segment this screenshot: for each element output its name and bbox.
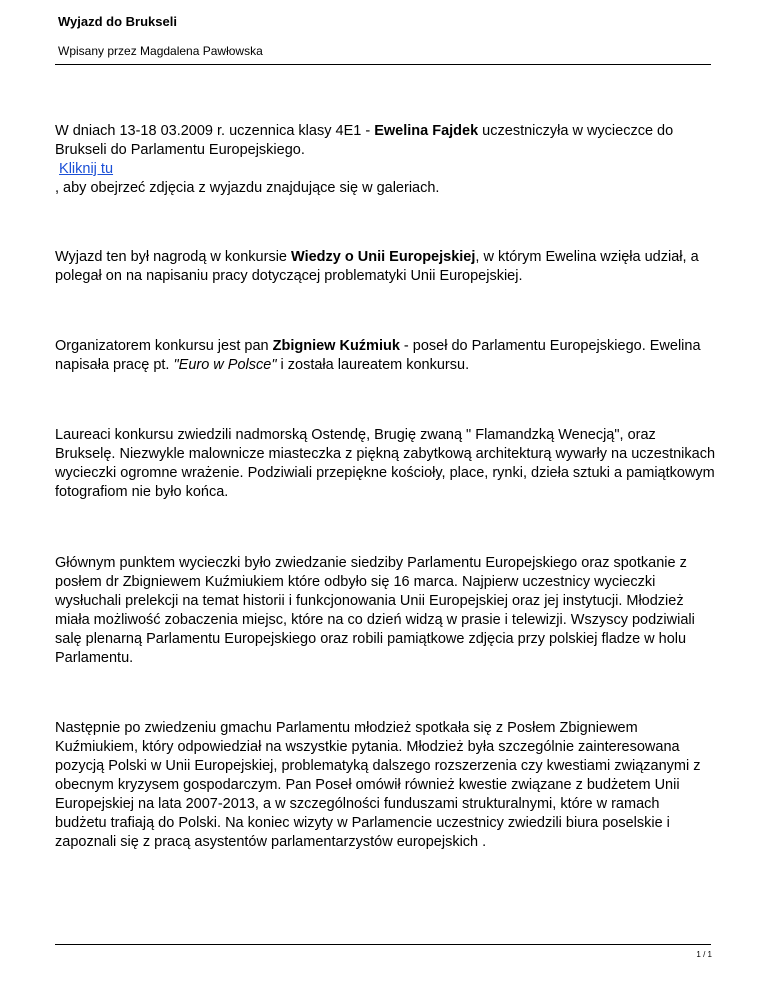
paragraph-sightseeing: Laureaci konkursu zwiedzili nadmorską Ostendę, Brugię zwaną " Flamandzką Wenecją", oraz Brukselę. Niezwykle malownicze miasteczka z piękną zabytkową architekturą wywarły na uczestnikach wycieczki ogromne wrażenie. Podziwiali przepiękne kościoły, place, rynki, dzieła sztuki a pamiątkowym fotografiom nie było końca. [55, 427, 716, 500]
page-number: 1 / 1 [696, 950, 712, 959]
essay-title: "Euro w Polsce" [173, 357, 277, 373]
article-body [55, 122, 715, 852]
paragraph-text: Wyjazd ten był nagrodą w konkursie [55, 249, 292, 265]
paragraph-contest [55, 248, 715, 286]
paragraph-intro [55, 122, 715, 198]
organizer-name: Zbigniew Kuźmiuk [272, 338, 400, 354]
gallery-link[interactable]: Kliknij tu [59, 161, 114, 177]
author-byline: Wpisany przez Magdalena Pawłowska [58, 44, 263, 58]
page-title: Wyjazd do Brukseli [58, 14, 177, 29]
contest-name: Wiedzy o Unii Europejskiej [291, 249, 476, 265]
paragraph-organizer [55, 337, 715, 375]
paragraph-text: W dniach 13-18 03.2009 r. uczennica klasy 4E1 - [55, 123, 375, 139]
paragraph-text: i została laureatem konkursu. [276, 357, 470, 373]
paragraph-text: - poseł do Parlamentu Europejskiego. Ewelina napisała pracę pt. [55, 338, 701, 373]
paragraph-parliament: Głównym punktem wycieczki było zwiedzanie siedziby Parlamentu Europejskiego oraz spotkanie z posłem dr Zbigniewem Kuźmiukiem które odbyło się 16 marca. Najpierw uczestnicy wycieczki wysłuchali prelekcji na temat historii i funkcjonowania Unii Europejskiej oraz jej instytucji. Młodzież miała możliwość zobaczenia miejsc, które na co dzień widzą w prasie i telewizji. Wszyscy podziwiali salę plenarną Parlamentu Europejskiego oraz robili pamiątkowe zdjęcia przy polskiej fladze w holu Parlamentu. [55, 555, 695, 666]
paragraph-text: Organizatorem konkursu jest pan [55, 338, 273, 354]
footer-divider [55, 944, 711, 945]
header-divider [55, 64, 711, 65]
student-name: Ewelina Fajdek [374, 123, 479, 139]
paragraph-meeting: Następnie po zwiedzeniu gmachu Parlamentu młodzież spotkała się z Posłem Zbigniewem Kuźmiukiem, który odpowiedział na wszystkie pytania. Młodzież była szczególnie zainteresowana pozycją Polski w Unii Europejskiej, problematyką dalszego rozszerzenia czy kwestiami związanymi z obecnym kryzysem gospodarczym. Pan Poseł omówił również kwestie związane z budżetem Unii Europejskiej na lata 2007-2013, a w szczególności funduszami strukturalnymi, które w ramach budżetu trafiają do Polski. Na koniec wizyty w Parlamencie uczestnicy zwiedzili biura poselskie i zapoznali się z pracą asystentów parlamentarzystów europejskich . [55, 720, 701, 850]
paragraph-text: uczestniczyła w wycieczce do Brukseli do Parlamentu Europejskiego. [55, 123, 674, 158]
paragraph-text: , aby obejrzeć zdjęcia z wyjazdu znajdujące się w galeriach. [55, 180, 440, 196]
paragraph-text: , w którym Ewelina wzięła udział, a polegał on na napisaniu pracy dotyczącej problematyki Unii Europejskiej. [55, 249, 699, 284]
